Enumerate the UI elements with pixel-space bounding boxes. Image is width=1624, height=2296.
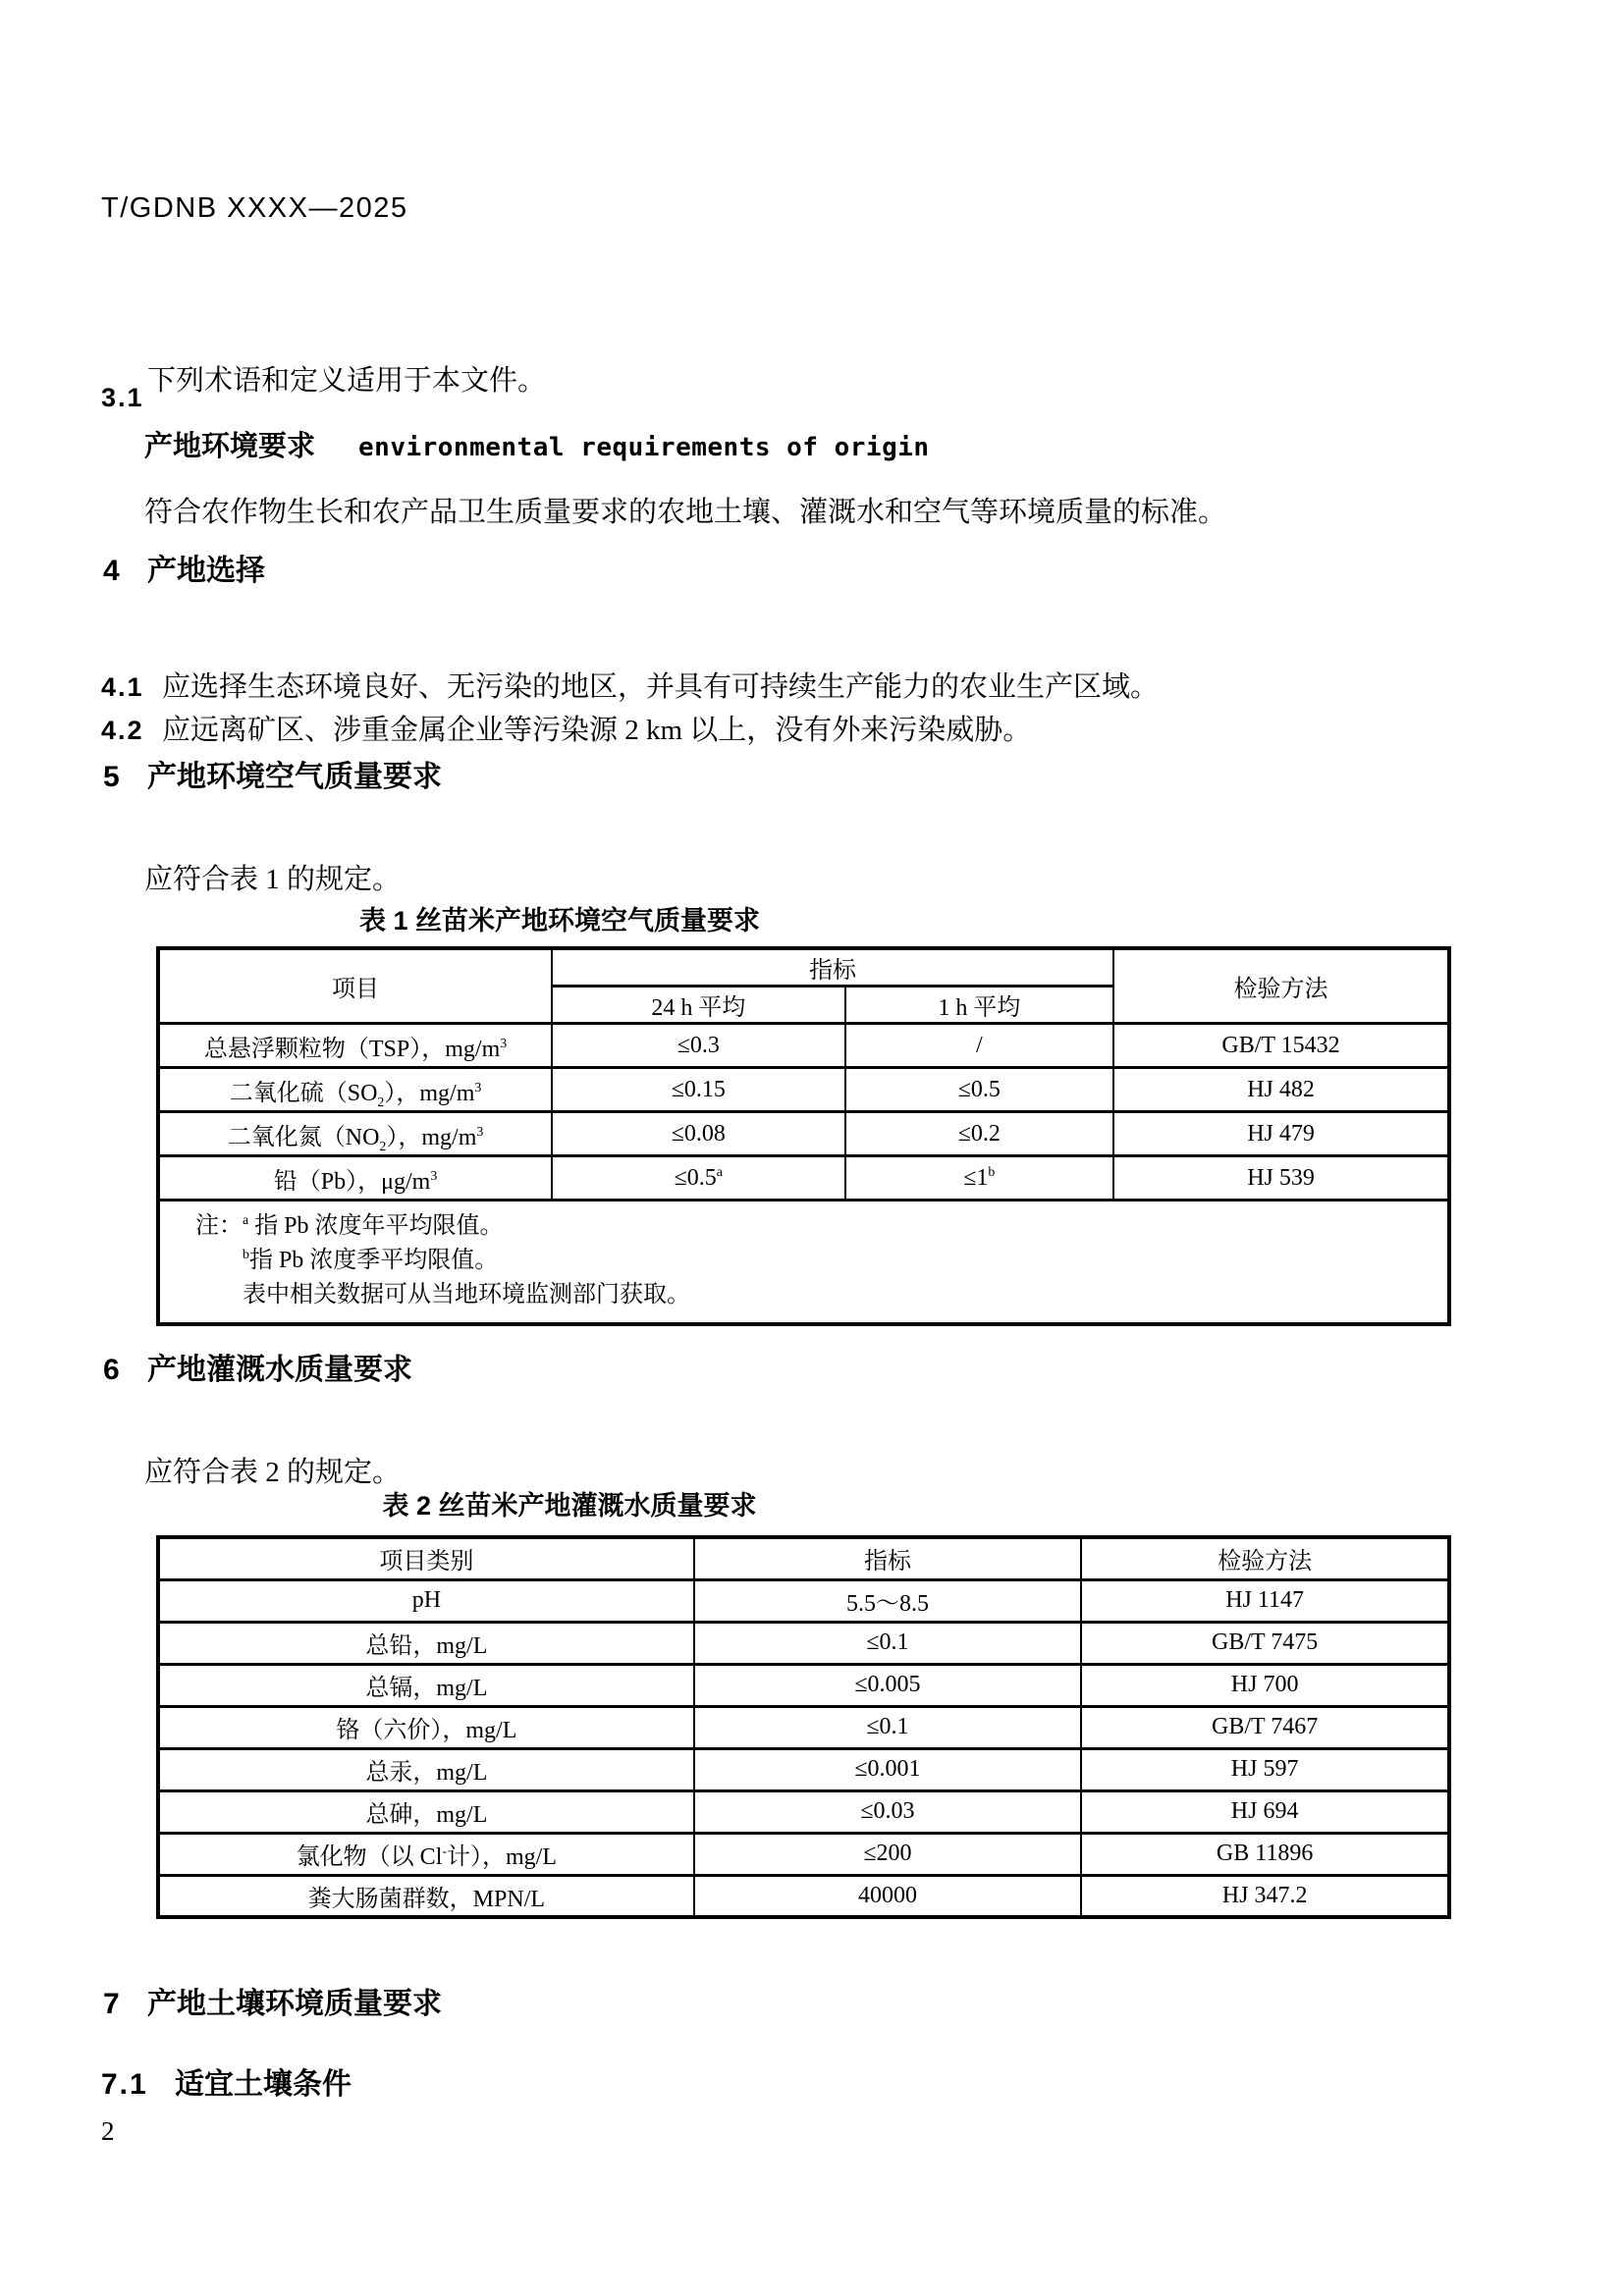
text-run: 3: [430, 1168, 438, 1184]
text-run: 总镉，mg/L: [365, 1676, 488, 1701]
page-number: 2: [101, 2116, 115, 2146]
table-cell: [158, 1112, 552, 1156]
section-7-number: 7: [103, 1988, 122, 2020]
table-row: [158, 1833, 1449, 1875]
clause-4-2: [101, 708, 1031, 748]
table-cell: [845, 1112, 1114, 1156]
col-header-item: 项目类别: [158, 1537, 694, 1579]
text-run: HJ 597: [1230, 1756, 1299, 1782]
section-7-1-heading: [101, 2059, 352, 2103]
text-run: ≤0.2: [957, 1120, 1001, 1147]
section-5-heading: [103, 752, 442, 795]
text-run: ≤0.5: [957, 1076, 1001, 1102]
terms-intro-paragraph: 下列术语和定义适用于本文件。: [147, 365, 547, 397]
table-note-line: [195, 1209, 1437, 1244]
text-run: 2: [377, 1095, 385, 1110]
table1-caption: 表 1 丝苗米产地环境空气质量要求: [358, 906, 761, 935]
table-note-line: [243, 1244, 1437, 1278]
section-5-number: 5: [103, 761, 122, 793]
table-cell: [1081, 1748, 1449, 1790]
text-run: 3: [500, 1036, 508, 1051]
text-run: 指 Pb 浓度年平均限值。: [248, 1213, 504, 1239]
section-4-heading: [103, 546, 265, 589]
table-cell: [158, 1875, 694, 1917]
text-run: 计），mg/L: [447, 1844, 558, 1870]
table-cell: [158, 1068, 552, 1112]
air-quality-table-head: [158, 948, 1449, 1024]
section-7-1-number: 7.1: [101, 2068, 148, 2101]
table-cell: [1081, 1833, 1449, 1875]
table-cell: [158, 1156, 552, 1201]
text-run: GB/T 7475: [1211, 1629, 1319, 1655]
table-cell: [1113, 1112, 1449, 1156]
text-run: a: [243, 1213, 249, 1228]
table-cell: [158, 1579, 694, 1622]
table-cell: [158, 1748, 694, 1790]
text-run: 表中相关数据可从当地环境监测部门获取。: [243, 1282, 690, 1308]
clause-4-1: [101, 665, 1159, 705]
text-run: 铅（Pb），μg/m: [273, 1168, 431, 1195]
text-run: 3: [476, 1124, 484, 1140]
col-header-method: 检验方法: [1113, 948, 1449, 1024]
text-run: pH: [411, 1587, 442, 1613]
table-notes-row: [158, 1201, 1449, 1325]
table1-lead-paragraph: 应符合表 1 的规定。: [144, 864, 402, 895]
text-run: b: [988, 1164, 996, 1180]
table-cell: [694, 1875, 1082, 1917]
text-run: GB 11896: [1216, 1841, 1314, 1866]
text-run: 总汞，mg/L: [365, 1760, 488, 1786]
text-run: 二氧化硫（SO: [229, 1080, 378, 1106]
text-run: GB/T 15432: [1221, 1032, 1340, 1058]
text-run: HJ 539: [1247, 1164, 1315, 1191]
table-row: [158, 1068, 1449, 1112]
term-title-en: environmental requirements of origin: [358, 433, 930, 462]
section-4-number: 4: [103, 555, 122, 587]
table-cell: [694, 1579, 1082, 1622]
term-clause-number: 3.1: [101, 383, 144, 412]
text-run: HJ 347.2: [1221, 1882, 1308, 1908]
text-run: ），mg/m: [386, 1124, 477, 1150]
text-run: 氯化物（以 Cl: [296, 1844, 443, 1870]
text-run: ≤0.005: [854, 1672, 921, 1697]
air-quality-table-notes: [158, 1201, 1449, 1325]
table-row: [158, 1664, 1449, 1706]
table-note-line: [243, 1278, 1437, 1312]
text-run: b: [243, 1248, 249, 1262]
term-title-line: [144, 424, 930, 464]
table-cell: [845, 1024, 1114, 1068]
doc-number: T/GDNB XXXX—2025: [101, 192, 408, 224]
section-5-title: 产地环境空气质量要求: [147, 761, 442, 793]
table-cell: [158, 1706, 694, 1748]
text-run: 总铅，mg/L: [365, 1633, 488, 1659]
table-notes-cell: [158, 1201, 1449, 1325]
text-run: ≤0.15: [671, 1076, 726, 1102]
text-run: ≤0.08: [671, 1120, 726, 1147]
clause-4-2-text: 应远离矿区、涉重金属企业等污染源 2 km 以上，没有外来污染威胁。: [162, 715, 1032, 746]
table-cell: [1081, 1706, 1449, 1748]
table-cell: [552, 1024, 845, 1068]
table-cell: [158, 1622, 694, 1664]
section-4-title: 产地选择: [147, 555, 265, 587]
table-cell: [694, 1833, 1082, 1875]
text-run: HJ 694: [1230, 1798, 1299, 1824]
text-run: 铬（六价），mg/L: [336, 1718, 517, 1743]
table-cell: [1113, 1024, 1449, 1068]
table2-caption: 表 2 丝苗米产地灌溉水质量要求: [382, 1491, 757, 1521]
table-cell: [552, 1112, 845, 1156]
text-run: 40000: [857, 1882, 917, 1908]
table-row: [158, 1112, 1449, 1156]
table-cell: [158, 1664, 694, 1706]
clause-4-1-text: 应选择生态环境良好、无污染的地区，并具有可持续生产能力的农业生产区域。: [162, 671, 1160, 703]
col-header-index: 指标: [552, 948, 1113, 987]
section-7-title: 产地土壤环境质量要求: [147, 1988, 442, 2020]
term-title-zh: 产地环境要求: [144, 431, 316, 462]
section-6-title: 产地灌溉水质量要求: [147, 1354, 412, 1386]
text-run: HJ 479: [1247, 1120, 1315, 1147]
table-row: [158, 1790, 1449, 1833]
table-cell: [845, 1068, 1114, 1112]
clause-4-1-number: 4.1: [101, 672, 144, 702]
text-run: 3: [474, 1080, 482, 1095]
table-row: [158, 1156, 1449, 1201]
table-cell: [694, 1622, 1082, 1664]
table-cell: [1113, 1156, 1449, 1201]
col-header-24h: 24 h 平均: [552, 987, 845, 1024]
text-run: 粪大肠菌群数，MPN/L: [307, 1886, 546, 1912]
text-run: a: [716, 1164, 723, 1180]
text-run: 总砷，mg/L: [365, 1802, 488, 1828]
text-run: 指 Pb 浓度季平均限值。: [248, 1248, 499, 1273]
col-header-method: 检验方法: [1081, 1537, 1449, 1579]
table-cell: [694, 1790, 1082, 1833]
text-run: 总悬浮颗粒物（TSP），mg/m: [203, 1036, 501, 1062]
table-cell: [1081, 1875, 1449, 1917]
text-run: ≤0.1: [866, 1714, 909, 1739]
table-cell: [694, 1748, 1082, 1790]
table-row: [158, 1024, 1449, 1068]
section-7-1-title: 适宜土壤条件: [175, 2068, 352, 2101]
text-run: /: [975, 1032, 983, 1058]
section-6-heading: [103, 1345, 412, 1388]
table-row: [158, 1579, 1449, 1622]
table-row: [158, 1622, 1449, 1664]
table2-lead-paragraph: 应符合表 2 的规定。: [144, 1457, 402, 1488]
text-run: 二氧化氮（NO: [227, 1124, 380, 1150]
text-run: HJ 700: [1230, 1672, 1299, 1697]
irrigation-water-table-body: [158, 1579, 1449, 1917]
table-cell: [1081, 1579, 1449, 1622]
table-cell: [158, 1790, 694, 1833]
table-cell: [552, 1156, 845, 1201]
term-definition: 符合农作物生长和农产品卫生质量要求的农地土壤、灌溉水和空气等环境质量的标准。: [144, 497, 1227, 528]
section-6-number: 6: [103, 1354, 122, 1386]
irrigation-water-table-head: [158, 1537, 1449, 1579]
text-run: ≤0.001: [854, 1756, 921, 1782]
text-run: HJ 1147: [1225, 1587, 1304, 1613]
text-run: -: [442, 1844, 448, 1859]
text-run: ≤1: [963, 1164, 989, 1191]
table-cell: [158, 1833, 694, 1875]
table-row: [158, 1706, 1449, 1748]
text-run: 5.5～8.5: [845, 1591, 929, 1617]
air-quality-table-body: [158, 1024, 1449, 1201]
table-cell: [1081, 1790, 1449, 1833]
table-cell: [845, 1156, 1114, 1201]
text-run: GB/T 7467: [1211, 1714, 1319, 1739]
table-cell: [1081, 1622, 1449, 1664]
text-run: ），mg/m: [384, 1080, 475, 1106]
text-run: 注：: [195, 1213, 243, 1239]
section-7-heading: [103, 1979, 442, 2022]
col-header-index: 指标: [694, 1537, 1082, 1579]
table-header-row: [158, 948, 1449, 987]
table-cell: [158, 1024, 552, 1068]
text-run: HJ 482: [1247, 1076, 1315, 1102]
text-run: 2: [379, 1139, 387, 1154]
irrigation-water-table: [156, 1535, 1451, 1919]
table-cell: [694, 1664, 1082, 1706]
table-row: [158, 1875, 1449, 1917]
text-run: ≤0.03: [860, 1798, 915, 1824]
col-header-1h: 1 h 平均: [845, 987, 1114, 1024]
air-quality-table: [156, 946, 1451, 1326]
text-run: ≤0.3: [677, 1032, 720, 1058]
table-header-row: [158, 1537, 1449, 1579]
col-header-item: 项目: [158, 948, 552, 1024]
table-cell: [694, 1706, 1082, 1748]
text-run: ≤0.5: [674, 1164, 717, 1191]
table-cell: [1113, 1068, 1449, 1112]
table-cell: [552, 1068, 845, 1112]
table-row: [158, 1748, 1449, 1790]
text-run: ≤0.1: [866, 1629, 909, 1655]
text-run: ≤200: [863, 1841, 912, 1866]
clause-4-2-number: 4.2: [101, 716, 144, 745]
table-cell: [1081, 1664, 1449, 1706]
